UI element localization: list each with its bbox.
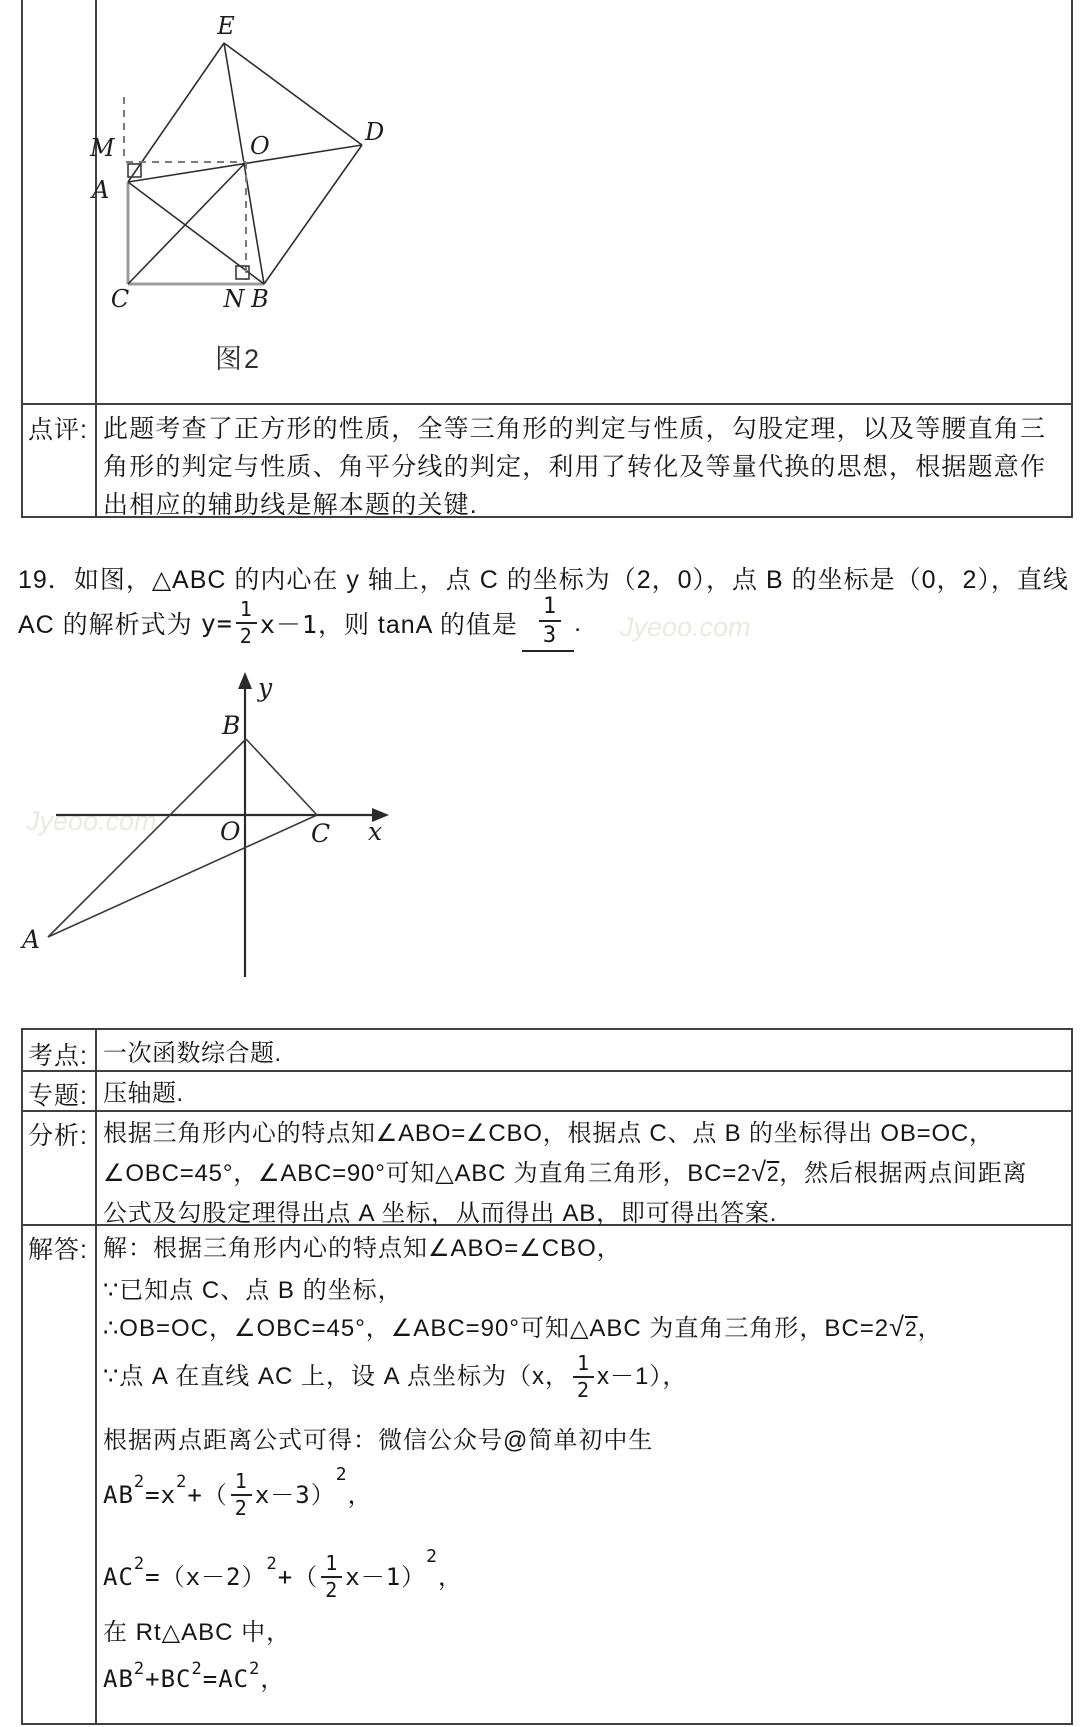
label-N: N bbox=[223, 285, 245, 313]
jieda-line4-pre: ∵点 A 在直线 AC 上，设 A 点坐标为（x， bbox=[103, 1363, 570, 1390]
exponent: 2 bbox=[133, 1554, 146, 1574]
graph-labels bbox=[20, 673, 382, 954]
label-C: C bbox=[110, 285, 130, 313]
comment-line: 出相应的辅助线是解本题的关键. bbox=[103, 491, 478, 519]
label-x-axis: x bbox=[368, 817, 383, 846]
sqrt-2 bbox=[889, 1312, 918, 1342]
term: ， bbox=[347, 1481, 373, 1509]
fraction-denominator: 2 bbox=[234, 1496, 248, 1520]
exponent: 2 bbox=[249, 1659, 261, 1679]
jieda-line3 bbox=[103, 1308, 943, 1349]
fraction-denominator: 2 bbox=[325, 1578, 339, 1602]
term: +（ bbox=[277, 1563, 319, 1591]
sqrt-2 bbox=[751, 1157, 780, 1187]
fraction-one-half bbox=[573, 1352, 594, 1402]
jieda-line4-post: x－1）， bbox=[597, 1363, 688, 1390]
jieda-line2: ∵已知点 C、点 B 的坐标， bbox=[103, 1277, 403, 1304]
answer-numerator: 1 bbox=[539, 594, 561, 622]
label-A: A bbox=[92, 176, 110, 204]
question-line1-text: 如图，△ABC 的内心在 y 轴上，点 C 的坐标为（2，0），点 B 的坐标是（0，2），直线 bbox=[73, 566, 1069, 594]
exponent: 2 bbox=[133, 1472, 146, 1492]
jieda-line8: 在 Rt△ABC 中， bbox=[103, 1619, 292, 1646]
term: ， bbox=[260, 1665, 286, 1693]
kaodian-text: 一次函数综合题. bbox=[103, 1040, 282, 1067]
fenxi-line2 bbox=[103, 1153, 1069, 1194]
term: +（ bbox=[187, 1481, 228, 1509]
comment-row-label: 点评: bbox=[28, 416, 88, 444]
equation-tail: x－1 bbox=[259, 610, 318, 639]
comment-line: 此题考查了正方形的性质，全等三角形的判定与性质，勾股定理，以及等腰直角三 bbox=[103, 415, 1047, 443]
jieda-line3-pre: ∴OB=OC，∠OBC=45°，∠ABC=90°可知△ABC 为直角三角形，BC=2 bbox=[103, 1315, 890, 1342]
fenxi-line2-pre: ∠OBC=45°，∠ABC=90°可知△ABC 为直角三角形，BC=2 bbox=[103, 1160, 752, 1187]
label-y-axis: y bbox=[258, 673, 273, 702]
fenxi-text bbox=[103, 1114, 1069, 1233]
answer-fraction-one-third bbox=[539, 594, 561, 649]
jieda-line3-post: ， bbox=[917, 1315, 943, 1342]
term: +BC bbox=[145, 1665, 192, 1693]
jieda-line1: 解：根据三角形内心的特点知∠ABO=∠CBO， bbox=[103, 1235, 622, 1262]
exponent: 2 bbox=[133, 1659, 146, 1679]
radical-sign: √ bbox=[889, 1312, 905, 1342]
exponent: 2 bbox=[335, 1464, 348, 1485]
exponent: 2 bbox=[191, 1659, 203, 1679]
term: ， bbox=[438, 1563, 464, 1591]
fraction-denominator: 2 bbox=[239, 624, 253, 648]
term: AB bbox=[103, 1481, 134, 1509]
jieda-label: 解答: bbox=[28, 1236, 88, 1264]
exponent: 2 bbox=[426, 1546, 439, 1567]
watermark-text: Jyeoo.com bbox=[26, 806, 157, 836]
term: =x bbox=[145, 1481, 177, 1509]
term: AC bbox=[103, 1563, 134, 1591]
coordinate-graph-svg bbox=[18, 612, 398, 984]
label-O: O bbox=[220, 817, 241, 846]
term: x－3） bbox=[254, 1481, 336, 1509]
term: x－1） bbox=[345, 1563, 427, 1591]
fenxi-label: 分析: bbox=[28, 1122, 88, 1150]
fraction-numerator: 1 bbox=[321, 1552, 342, 1578]
label-B: B bbox=[251, 285, 269, 313]
fraction-numerator: 1 bbox=[236, 598, 257, 624]
label-A: A bbox=[22, 925, 41, 954]
figure2-caption: 图2 bbox=[214, 344, 262, 374]
question-period: . bbox=[574, 608, 583, 637]
fraction-denominator: 2 bbox=[576, 1378, 591, 1402]
answer-denominator: 3 bbox=[542, 623, 558, 648]
fraction-numerator: 1 bbox=[573, 1352, 594, 1378]
radicand: 2 bbox=[766, 1163, 780, 1186]
exponent: 2 bbox=[266, 1554, 278, 1574]
answer-blank bbox=[522, 594, 574, 653]
fenxi-line3: 公式及勾股定理得出点 A 坐标，从而得出 AB，即可得出答案. bbox=[103, 1200, 778, 1227]
fraction-one-half bbox=[321, 1552, 342, 1602]
fenxi-line2-post: ，然后根据两点间距离 bbox=[779, 1160, 1028, 1187]
dashed-helper-lines bbox=[124, 97, 246, 280]
solution-table bbox=[21, 1028, 1073, 1725]
label-C: C bbox=[311, 819, 331, 848]
fraction-numerator: 1 bbox=[231, 1470, 252, 1496]
equation-y: y= bbox=[200, 608, 233, 638]
label-O: O bbox=[250, 132, 270, 160]
radicand: 2 bbox=[904, 1318, 918, 1341]
fenxi-line1: 根据三角形内心的特点知∠ABO=∠CBO，根据点 C、点 B 的坐标得出 OB=OC， bbox=[103, 1120, 994, 1147]
label-E: E bbox=[217, 12, 235, 40]
label-B: B bbox=[222, 711, 241, 740]
table-row-divider bbox=[23, 403, 1071, 405]
label-D: D bbox=[365, 118, 385, 146]
kaodian-label: 考点: bbox=[28, 1042, 88, 1070]
question-line1 bbox=[18, 560, 1068, 596]
question-line2-mid: ，则 tanA 的值是 bbox=[317, 611, 518, 639]
term: =AC bbox=[202, 1665, 250, 1693]
jieda-line4 bbox=[103, 1344, 687, 1410]
jieda-line7 bbox=[103, 1540, 463, 1614]
term: =（x－2） bbox=[145, 1563, 267, 1591]
jieda-line5: 根据两点距离公式可得：微信公众号@简单初中生 bbox=[103, 1427, 654, 1454]
zhuanti-text: 压轴题. bbox=[103, 1080, 184, 1107]
question-number: 19． bbox=[18, 566, 74, 594]
triangle-ABC bbox=[48, 739, 317, 937]
term: AB bbox=[103, 1665, 134, 1693]
jieda-line6 bbox=[103, 1458, 373, 1532]
comment-text bbox=[103, 410, 1067, 524]
figure2-svg bbox=[88, 4, 483, 336]
fraction-one-half bbox=[231, 1470, 252, 1520]
watermark-text: Jyeoo.com bbox=[620, 612, 751, 642]
jieda-line9 bbox=[103, 1660, 285, 1701]
question-line2-pre: AC 的解析式为 bbox=[18, 611, 193, 639]
zhuanti-label: 专题: bbox=[28, 1082, 88, 1110]
label-M: M bbox=[90, 134, 115, 162]
comment-line: 角形的判定与性质、角平分线的判定，利用了转化及等量代换的思想，根据题意作 bbox=[103, 453, 1047, 481]
radical-sign: √ bbox=[751, 1157, 767, 1187]
exponent: 2 bbox=[176, 1472, 188, 1492]
table-column-divider bbox=[95, 1030, 97, 1723]
